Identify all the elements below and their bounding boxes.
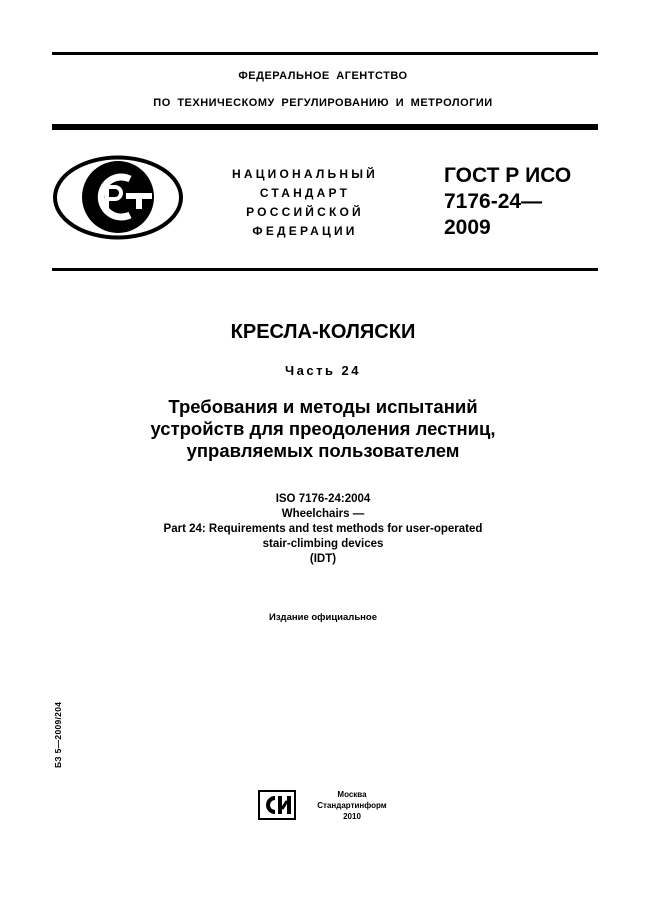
agency-line-1: ФЕДЕРАЛЬНОЕ АГЕНТСТВО xyxy=(238,70,408,82)
part-number: Часть 24 xyxy=(284,363,362,378)
iso-line-3: Part 24: Requirements and test methods for user-operated xyxy=(163,523,483,535)
document-subtitle xyxy=(0,396,646,462)
national-standard-label xyxy=(205,165,405,241)
subtitle-line-3: управляемых пользователем xyxy=(186,440,460,461)
national-standard-line-1: НАЦИОНАЛЬНЫЙ xyxy=(231,167,379,181)
header-thick-rule xyxy=(52,124,598,130)
edition-label: Издание официальное xyxy=(269,612,377,623)
rst-logo-icon xyxy=(52,155,184,240)
iso-line-4: stair-climbing devices xyxy=(262,538,384,550)
iso-reference xyxy=(0,492,646,567)
iso-line-2: Wheelchairs — xyxy=(281,508,365,520)
national-standard-line-3: РОССИЙСКОЙ xyxy=(246,205,364,219)
subtitle-line-2: устройств для преодоления лестниц, xyxy=(150,418,496,439)
designation-line-2: 7176-24— xyxy=(444,190,543,213)
margin-note: БЗ 5—2009/204 xyxy=(53,701,63,768)
subtitle-line-1: Требования и методы испытаний xyxy=(168,396,478,417)
document-title: КРЕСЛА-КОЛЯСКИ xyxy=(230,321,416,343)
standartinform-logo-icon xyxy=(258,790,296,820)
national-standard-line-4: ФЕДЕРАЦИИ xyxy=(252,224,358,238)
header-bottom-rule xyxy=(52,268,598,271)
national-standard-line-2: СТАНДАРТ xyxy=(259,186,351,200)
designation-line-1: ГОСТ Р ИСО xyxy=(444,164,572,187)
top-rule xyxy=(52,52,598,55)
publisher-year: 2010 xyxy=(343,812,361,821)
iso-line-1: ISO 7176-24:2004 xyxy=(275,493,371,505)
iso-line-5: (IDT) xyxy=(309,553,337,565)
designation-line-3: 2009 xyxy=(444,216,491,239)
publisher-info xyxy=(312,789,392,822)
agency-line-2: ПО ТЕХНИЧЕСКОМУ РЕГУЛИРОВАНИЮ И МЕТРОЛОГИИ xyxy=(153,97,493,109)
standard-designation xyxy=(444,163,571,241)
publisher-city: Москва xyxy=(337,790,367,799)
publisher-name: Стандартинформ xyxy=(317,801,387,810)
